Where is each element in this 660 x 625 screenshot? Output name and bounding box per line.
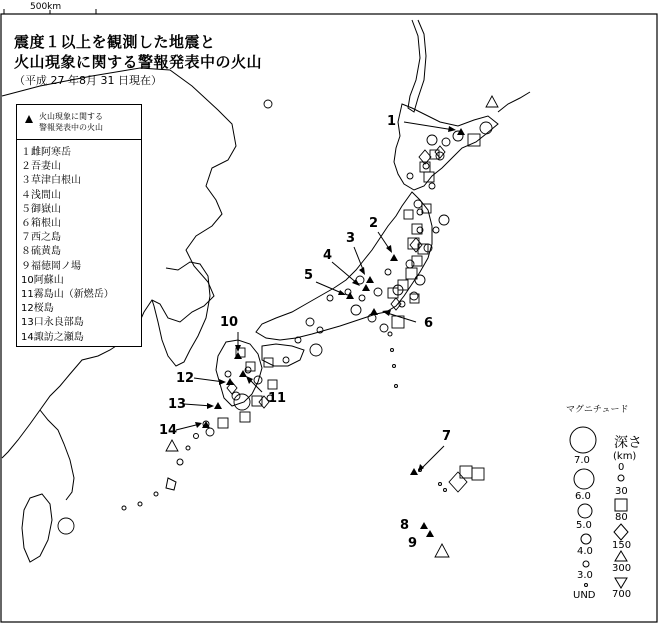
magnitude-label-7: 7.0 bbox=[574, 455, 590, 466]
izu-bonin-islands bbox=[388, 332, 447, 492]
map-label-13: 13 bbox=[168, 397, 187, 412]
map-label-3: 3 bbox=[346, 231, 356, 246]
volcano-list-item: ８硫黄島 bbox=[21, 246, 61, 258]
volcano-list-item: 13口永良部島 bbox=[21, 317, 84, 329]
magnitude-label-5: 5.0 bbox=[576, 520, 592, 531]
volcano-legend bbox=[16, 104, 142, 347]
magnitude-label-4: 4.0 bbox=[577, 546, 593, 557]
map-label-9: 9 bbox=[408, 536, 418, 551]
sakhalin-outline bbox=[408, 20, 426, 112]
volcano-markers bbox=[202, 128, 465, 537]
volcano-list-item: ３草津白根山 bbox=[21, 175, 81, 187]
magnitude-label-3: 3.0 bbox=[577, 570, 593, 581]
volcano-list-item: 11霧島山（新燃岳） bbox=[21, 289, 114, 301]
filled-triangle-icon bbox=[25, 115, 33, 123]
map-title-line1: 震度１以上を観測した地震と bbox=[14, 33, 216, 51]
depth-label-0: 0 bbox=[618, 462, 625, 473]
depth-label-30: 30 bbox=[615, 486, 628, 497]
volcano-list-item: ２吾妻山 bbox=[21, 161, 61, 173]
volcano-list-item: ６箱根山 bbox=[21, 218, 61, 230]
shikoku-outline bbox=[262, 344, 304, 366]
magnitude-legend-symbols bbox=[570, 427, 596, 587]
map-title-line2: 火山現象に関する警報発表中の火山 bbox=[14, 53, 263, 71]
magnitude-legend-title: マグニチュード bbox=[566, 405, 629, 415]
map-subtitle: （平成 27 年8月 31 日現在） bbox=[14, 74, 162, 87]
depth-label-80: 80 bbox=[615, 512, 628, 523]
map-label-10: 10 bbox=[220, 315, 239, 330]
volcano-list bbox=[17, 140, 141, 345]
magnitude-label-6: 6.0 bbox=[575, 491, 591, 502]
volcano-list-item: 10阿蘇山 bbox=[21, 274, 64, 286]
volcano-legend-header bbox=[17, 105, 141, 140]
volcano-list-item: 14諏訪之瀬島 bbox=[21, 331, 84, 343]
map-label-11: 11 bbox=[268, 391, 287, 406]
hokkaido-outline bbox=[394, 104, 498, 190]
depth-label-700: 700 bbox=[612, 589, 632, 600]
map-label-8: 8 bbox=[400, 518, 410, 533]
map-label-6: 6 bbox=[424, 316, 434, 331]
depth-legend-title: 深さ bbox=[614, 435, 642, 451]
magnitude-label-und: UND bbox=[573, 590, 596, 601]
korean-peninsula-outline bbox=[152, 262, 210, 366]
volcano-list-item: ４浅間山 bbox=[21, 189, 61, 201]
map-label-1: 1 bbox=[387, 114, 397, 129]
map-label-5: 5 bbox=[304, 268, 314, 283]
map-label-4: 4 bbox=[323, 248, 333, 263]
depth-legend-unit: (km) bbox=[613, 451, 637, 462]
map-label-14: 14 bbox=[159, 423, 178, 438]
honshu-outline bbox=[256, 192, 432, 340]
volcano-list-item: ５御嶽山 bbox=[21, 203, 61, 215]
china-coast-outline bbox=[40, 410, 74, 500]
volcano-list-item: ７西之島 bbox=[21, 232, 61, 244]
taiwan-outline bbox=[22, 494, 52, 562]
depth-label-300: 300 bbox=[612, 563, 632, 574]
volcano-list-item: １雌阿寒岳 bbox=[21, 147, 71, 158]
depth-label-150: 150 bbox=[612, 540, 632, 551]
volcano-list-item: ９福徳岡ノ場 bbox=[21, 260, 81, 272]
volcano-list-item: 12桜島 bbox=[21, 303, 54, 315]
map-label-12: 12 bbox=[176, 371, 195, 386]
kuril-islands-outline bbox=[498, 92, 530, 112]
map-label-2: 2 bbox=[369, 216, 379, 231]
map-label-7: 7 bbox=[442, 429, 452, 444]
scale-bar-label: 500km bbox=[30, 2, 62, 12]
volcano-symbol-label: 火山現象に関する 警報発表中の火山 bbox=[39, 112, 103, 132]
